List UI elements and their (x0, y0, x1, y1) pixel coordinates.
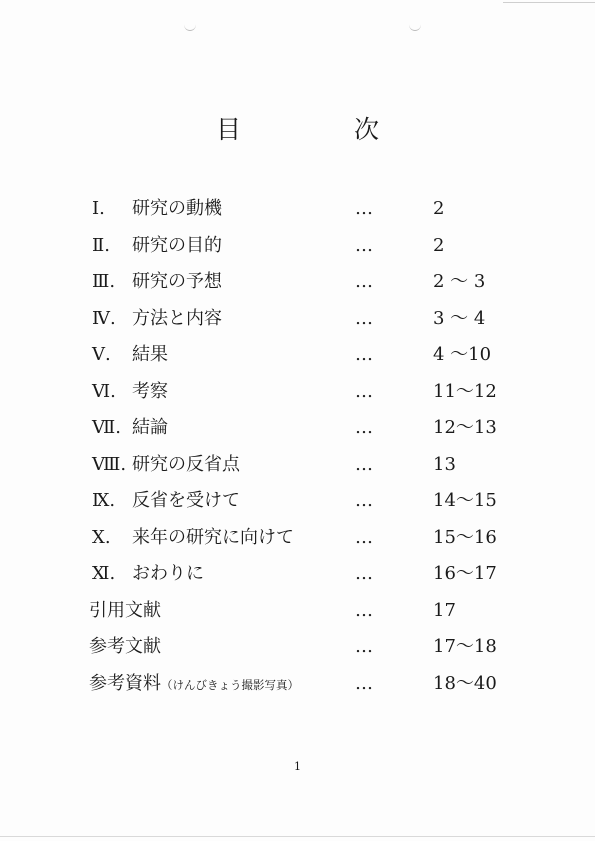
toc-entry-title: 結果 (132, 344, 168, 365)
toc-entry-title: 研究の反省点 (132, 453, 240, 475)
toc-entry-pages: 14～15 (433, 490, 497, 511)
toc-entry-references-cited (0, 596, 595, 633)
toc-entry-pages: 2 ～ 3 (433, 271, 486, 292)
toc-entry-title: 研究の動機 (132, 198, 222, 219)
toc-entry-title: 反省を受けて (132, 490, 240, 511)
toc-leader-dots: … (355, 417, 374, 438)
toc-entry-6 (0, 377, 595, 414)
toc-entry-number: Ⅸ. (92, 490, 116, 511)
toc-entry-pages: 16～17 (433, 563, 497, 584)
toc-entry-pages: 15～16 (433, 526, 497, 548)
toc-entry-pages: 12～13 (433, 417, 497, 438)
toc-entry-pages: 13 (433, 453, 456, 475)
toc-leader-dots: … (355, 563, 374, 584)
page-title: 目 次 (215, 115, 423, 144)
table-of-contents (0, 194, 595, 705)
toc-entry-number: Ⅰ. (92, 198, 105, 219)
toc-entry-number: Ⅺ. (92, 563, 116, 584)
toc-entry-7 (0, 413, 595, 450)
toc-entry-number: Ⅷ. (92, 453, 127, 475)
toc-entry-11 (0, 559, 595, 596)
toc-entry-title-note: （けんびきょう撮影写真） (161, 677, 299, 692)
toc-entry-2 (0, 231, 595, 268)
toc-entry-number: Ⅲ. (92, 271, 116, 292)
toc-entry-pages: 18～40 (433, 672, 497, 694)
toc-leader-dots: … (355, 526, 374, 548)
toc-entry-pages: 11～12 (433, 380, 497, 402)
toc-entry-title: 参考文献 (89, 636, 161, 657)
toc-leader-dots: … (355, 234, 374, 256)
toc-entry-title: おわりに (132, 563, 204, 584)
toc-entry-5 (0, 340, 595, 377)
toc-leader-dots: … (355, 672, 374, 694)
toc-leader-dots: … (355, 198, 374, 219)
toc-entry-pages: 17 (433, 599, 456, 621)
toc-entry-number: Ⅴ. (92, 344, 111, 365)
toc-entry-pages: 17～18 (433, 636, 497, 657)
toc-leader-dots: … (355, 490, 374, 511)
toc-entry-number: Ⅱ. (92, 234, 110, 256)
toc-entry-title: 結論 (132, 417, 168, 438)
toc-leader-dots: … (355, 307, 374, 329)
toc-entry-10 (0, 523, 595, 560)
toc-entry-title: 考察 (132, 380, 168, 402)
toc-entry-title: 研究の予想 (132, 271, 222, 292)
toc-entry-1 (0, 194, 595, 231)
page-number: 1 (294, 760, 301, 773)
toc-entry-pages: 4 ～10 (433, 344, 492, 365)
toc-entry-number: Ⅹ. (92, 526, 111, 548)
toc-entry-3 (0, 267, 595, 304)
toc-entry-number: Ⅶ. (92, 417, 121, 438)
punch-hole-left (184, 18, 196, 31)
toc-entry-pages: 2 (433, 234, 445, 256)
toc-leader-dots: … (355, 344, 374, 365)
toc-leader-dots: … (355, 271, 374, 292)
toc-entry-number: Ⅵ. (92, 380, 116, 402)
toc-entry-pages: 3 ～ 4 (433, 307, 486, 329)
toc-entry-title: 来年の研究に向けて (132, 526, 294, 548)
toc-entry-title: 引用文献 (89, 599, 161, 621)
scan-edge-line-bottom (0, 836, 595, 837)
toc-leader-dots: … (355, 453, 374, 475)
punch-hole-right (409, 18, 421, 31)
toc-entry-9 (0, 486, 595, 523)
toc-entry-title: 参考資料 (89, 672, 161, 694)
toc-entry-title: 研究の目的 (132, 234, 222, 256)
scan-edge-line-top (503, 2, 595, 3)
toc-entry-title-wrap (89, 669, 299, 700)
toc-entry-title: 方法と内容 (132, 307, 222, 329)
toc-entry-references-consulted (0, 632, 595, 669)
toc-entry-reference-materials (0, 669, 595, 706)
toc-entry-4 (0, 304, 595, 341)
toc-entry-number: Ⅳ. (92, 307, 116, 329)
toc-entry-pages: 2 (433, 198, 445, 219)
toc-leader-dots: … (355, 636, 374, 657)
toc-entry-8 (0, 450, 595, 487)
toc-leader-dots: … (355, 599, 374, 621)
toc-leader-dots: … (355, 380, 374, 402)
